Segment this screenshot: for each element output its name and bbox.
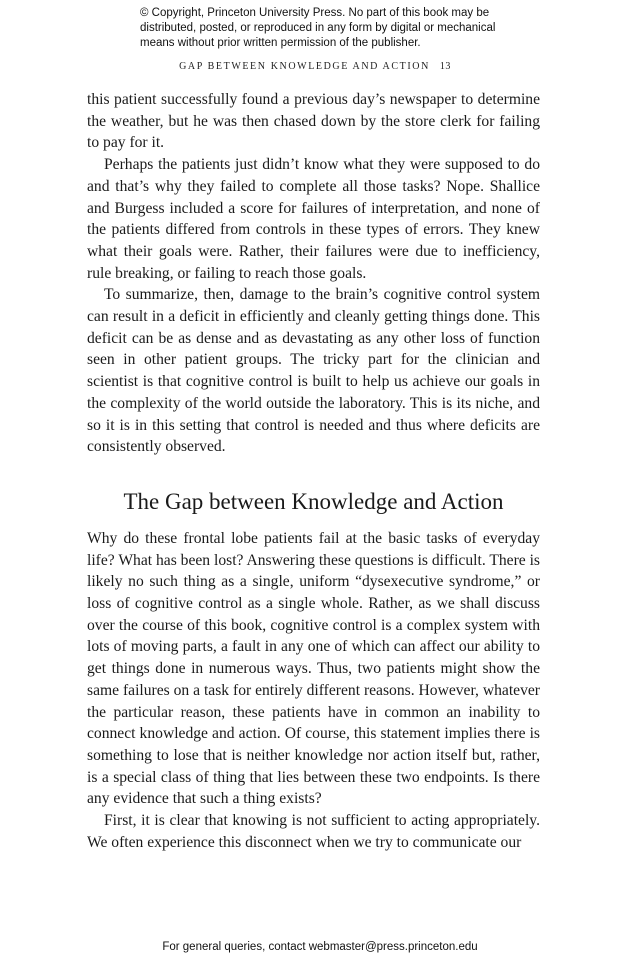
copyright-line: means without prior written permission of the publisher. [140, 37, 421, 49]
body-paragraph: Perhaps the patients just didn’t know what they were supposed to do and that’s why they failed to complete all those tasks? Nope. Shallice and Burgess included a score for failures of interpretation, and none of the patients differed from controls in these types of errors. They knew what their goals were. Rather, their failures were due to inefficiency, rule breaking, or failing to reach those goals. [87, 156, 540, 282]
page-body [87, 89, 540, 854]
page-number: 13 [439, 61, 451, 72]
copyright-notice [140, 6, 520, 51]
body-paragraph: this patient successfully found a previous day’s newspaper to determine the weather, but he was then chased down by the store clerk for failing to pay for it. [87, 91, 540, 152]
body-paragraph: First, it is clear that knowing is not sufficient to acting appropriately. We often experience this disconnect when we try to communicate our [87, 812, 540, 851]
copyright-line: distributed, posted, or reproduced in any form by digital or mechanical [140, 22, 496, 34]
section-heading: The Gap between Knowledge and Action [123, 488, 504, 514]
body-paragraph: To summarize, then, damage to the brain’s cognitive control system can result in a deficit in efficiently and cleanly getting things done. This deficit can be as dense and as devastating as any other loss of function seen in other patient groups. The tricky part for the clinician and scientist is that cognitive control is built to help us achieve our goals in the complexity of the world outside the laboratory. This is its niche, and so it is in this setting that control is needed and thus where deficits are consistently observed. [87, 286, 540, 456]
running-head-title: GAP BETWEEN KNOWLEDGE AND ACTION [179, 61, 430, 72]
body-paragraph: Why do these frontal lobe patients fail at the basic tasks of everyday life? What has been lost? Answering these questions is difficult. There is likely no such thing as a single, uniform “dysexecutive syndrome,” or loss of cognitive control as a single whole. Rather, as we shall discuss over the course of this book, cognitive control is a complex system with lots of moving parts, a fault in any one of which can affect our ability to get things done in numerous ways. Thus, two patients might show the same failures on a task for entirely different reasons. However, whatever the particular reason, these patients have in common an inability to connect knowledge and action. Of course, this statement implies there is something to lose that is neither knowledge nor action itself but, rather, is a special class of thing that lies between these two endpoints. Is there any evidence that such a thing exists? [87, 529, 540, 808]
footer-contact: For general queries, contact webmaster@press.princeton.edu [162, 941, 478, 953]
copyright-line: © Copyright, Princeton University Press. No part of this book may be [140, 7, 490, 19]
running-head [0, 61, 630, 72]
